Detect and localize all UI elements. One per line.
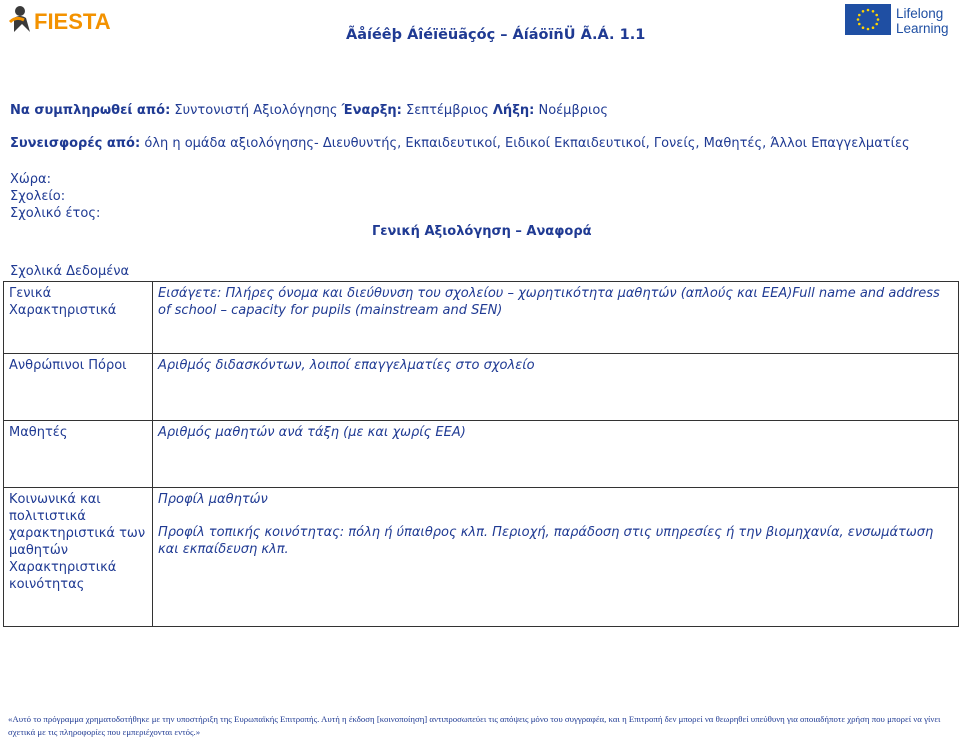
contributions-value: όλη η ομάδα αξιολόγησης- Διευθυντής, Εκπαιδευτικοί, Ειδικοί Εκπαιδευτικοί, Γονείς, Μαθητές, Άλλοι Επαγγελματίες: [144, 136, 910, 151]
row-label: Κοινωνικά και πολιτιστικά χαρακτηριστικά των μαθητών Χαρακτηριστικά κοινότητας: [4, 488, 153, 627]
school-data-table: [3, 281, 959, 627]
row-description-cell: [153, 488, 959, 627]
row-description: Εισάγετε: Πλήρες όνομα και διεύθυνση του σχολείου – χωρητικότητα μαθητών (απλούς και ΕΕΑ)Full name and address of school – capacity for pupils (mainstream and SEN): [153, 282, 959, 354]
school-field: Σχολείο:: [10, 189, 66, 204]
student-profile-text: Προφίλ μαθητών: [158, 492, 268, 507]
row-label: Γενικά Χαρακτηριστικά: [4, 282, 153, 354]
end-value: Νοέμβριος: [538, 103, 608, 118]
end-label: Λήξη:: [492, 103, 535, 118]
ll-line-2: Learning: [896, 21, 949, 36]
completion-info: [10, 103, 608, 118]
table-row: [4, 488, 959, 627]
row-label: Ανθρώπινοι Πόροι: [4, 354, 153, 421]
start-label: Έναρξη:: [341, 103, 402, 118]
row-description: Αριθμός διδασκόντων, λοιποί επαγγελματίες στο σχολείο: [153, 354, 959, 421]
document-title: Ãåíéêþ Áîéïëüãçóç – ÁíáöïñÜ Ã.Á. 1.1: [346, 27, 646, 43]
lifelong-learning-logo: [845, 4, 955, 38]
completed-by-label: Να συμπληρωθεί από:: [10, 103, 171, 118]
start-value: Σεπτέμβριος: [406, 103, 489, 118]
page-header: [0, 0, 960, 48]
lifelong-learning-text: [896, 6, 949, 36]
table-caption: Σχολικά Δεδομένα: [10, 264, 130, 279]
contributions-info: [10, 136, 910, 151]
disclaimer-footer: «Αυτό το πρόγραμμα χρηματοδοτήθηκε με την υποστήριξη της Ευρωπαϊκής Επιτροπής. Αυτή η έκδοση [κοινοποίηση] αντιπροσωπεύει τις απόψεις μόνο του συγγραφέα, και η Επιτροπή δεν μπορεί να θεωρηθεί υπεύθυνη για οποιαδήποτε χρήση που μπορεί να γίνει σχετικά με τις πληροφορίες που εμπεριέχονται εντός.»: [8, 714, 941, 737]
row-description: Αριθμός μαθητών ανά τάξη (με και χωρίς ΕΕΑ): [153, 421, 959, 488]
eu-flag-icon: [845, 4, 891, 35]
completed-by-value: Συντονιστή Αξιολόγησης: [174, 103, 338, 118]
ll-line-1: Lifelong: [896, 6, 944, 21]
country-field: Χώρα:: [10, 172, 51, 187]
table-row: [4, 282, 959, 354]
row-label: Μαθητές: [4, 421, 153, 488]
community-profile-text: Προφίλ τοπικής κοινότητας: πόλη ή ύπαιθρος κλπ. Περιοχή, παράδοση στις υπηρεσίες ή την βιομηχανία, ενσωμάτωση και εκπαίδευση κλπ.: [158, 525, 934, 557]
fiesta-logo: [8, 2, 120, 36]
table-row: [4, 354, 959, 421]
fiesta-logo-text: FIESTA: [34, 9, 111, 34]
school-fields: [10, 171, 100, 222]
school-year-field: Σχολικό έτος:: [10, 206, 101, 221]
table-row: [4, 421, 959, 488]
contributions-label: Συνεισφορές από:: [10, 136, 141, 151]
section-title: Γενική Αξιολόγηση – Αναφορά: [372, 224, 592, 239]
